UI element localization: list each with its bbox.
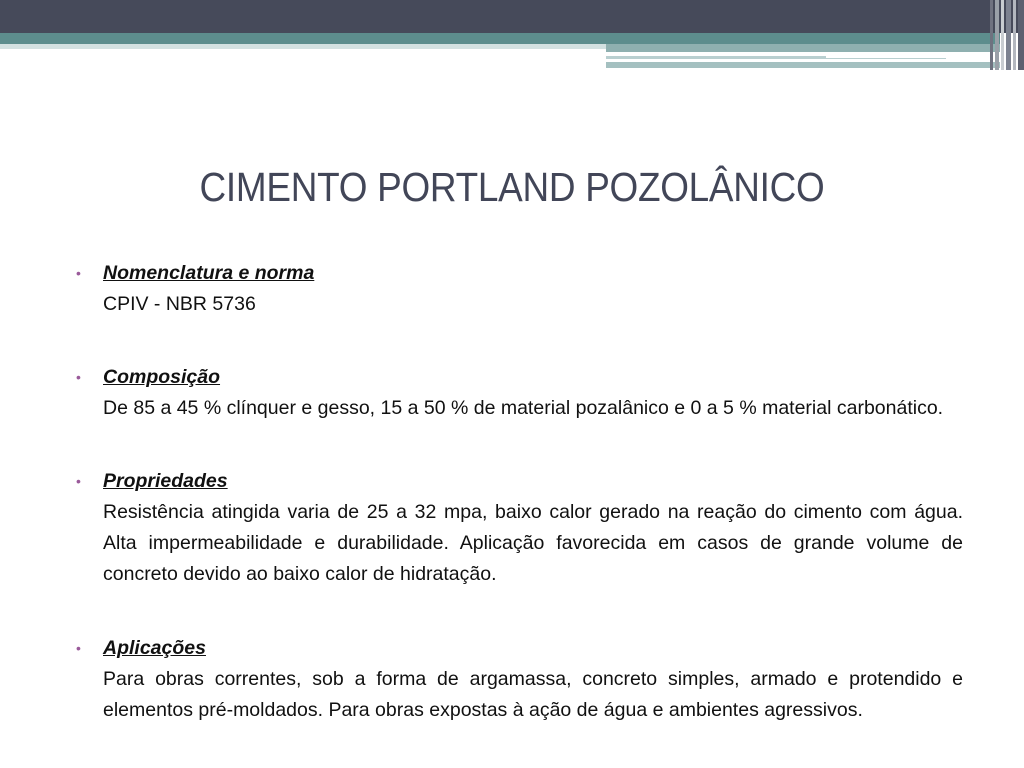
item-heading: Propriedades — [103, 470, 228, 492]
header-accent-stripe — [606, 44, 1000, 52]
item-heading: Aplicações — [103, 637, 206, 659]
item-text: CPIV - NBR 5736 — [103, 293, 256, 315]
bullet-item-composicao — [76, 362, 963, 424]
item-heading: Composição — [103, 366, 221, 388]
bullet-item-aplicacoes — [76, 633, 963, 726]
header-accent-light — [0, 44, 606, 49]
header-right-stripes — [990, 0, 1024, 70]
bullet-icon: • — [76, 369, 81, 385]
item-text: Para obras correntes, sob a forma de argamassa, concreto simples, armado e protendido e elementos pré-moldados. Para obras expostas à ação de água e ambientes agressivos. — [103, 668, 963, 721]
bullet-icon: • — [76, 473, 81, 489]
header-bar — [0, 0, 1024, 33]
header-accent-bar — [0, 33, 1000, 44]
bullet-item-propriedades — [76, 466, 963, 590]
slide-title: CIMENTO PORTLAND POZOLÂNICO — [199, 164, 825, 210]
header-accent-stripe — [826, 56, 946, 58]
item-text: Resistência atingida varia de 25 a 32 mpa, baixo calor gerado na reação do cimento com água. Alta impermeabilidade e durabilidade. Aplicação favorecida em casos de grande volume de concreto devido ao baixo calor de hidratação. — [103, 501, 963, 585]
bullet-icon: • — [76, 265, 81, 281]
item-heading: Nomenclatura e norma — [103, 262, 315, 284]
item-text: De 85 a 45 % clínquer e gesso, 15 a 50 % de material pozalânico e 0 a 5 % material carbonático. — [103, 397, 944, 419]
bullet-icon: • — [76, 640, 81, 656]
slide-content — [76, 258, 963, 726]
bullet-item-nomenclatura — [76, 258, 963, 320]
header-accent-stripe — [606, 62, 1000, 68]
